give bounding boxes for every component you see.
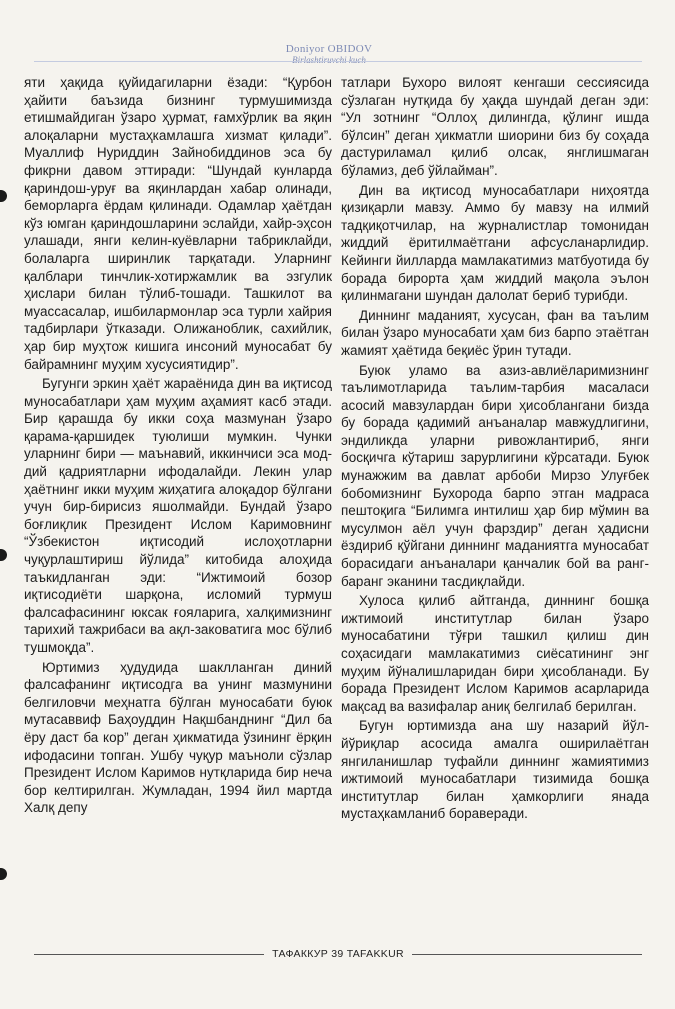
footer-rule-left xyxy=(34,954,264,955)
paragraph: Юртимиз ҳудудида шаклланган диний фалсафанинг иқтисодга ва унинг мазмунини белгиловчи меҳнатга бўлган муносабати буюк мутасаввиф Баҳоуддин Нақшбанднинг “Дил ба ёру даст ба кор” деган ҳикматида ўзининг ёрқин ифодасини топган. Ушбу чуқур маъноли сўзлар Президент Ислом Каримов нутқларида бир неча бор келтирилган. Жумладан, 1994 йил мартда Халқ депу xyxy=(24,659,332,816)
left-column xyxy=(24,74,332,906)
binder-hole-mark xyxy=(0,190,7,202)
binder-hole-mark xyxy=(0,868,7,880)
paragraph: Бугун юртимизда ана шу назарий йўлйўриқлар асосида амалга оширилаётган янгиланишлар туфайли диннинг жамиятимиз ижтимоий муносабатлари тизимида бошқа институтлар билан ҳамкорлиги янада мустаҳкамланиб бораверади. xyxy=(341,718,649,822)
paragraph: Буюк уламо ва азиз-авлиёларимизнинг таълимотларида таълим-тарбия масаласи асосий мавзулардан бири ҳисоблангани бизда бу борада қадимий анъаналар мавжудлигини, эндиликда уларни ривожлантириб, янги босқичга кўтариш зарурлигини кўрсатади. Буюк мунажжим ва давлат арбоби Мирзо Улуғбек бобомизнинг Бухорода барпо этган мадраса пештоқига “Билимга интилиш ҳар бир мўмин ва мусулмон аёл учун фарздир” деган ҳадисни ёздириб қўйгани диннинг маданиятга муносабат борасидаги анъаналари қанчалик бой ва ранг-баранг эканини тасдиқлайди. xyxy=(341,362,649,589)
header-rule xyxy=(34,61,642,62)
footer-rule-right xyxy=(412,954,642,955)
paragraph: татлари Бухоро вилоят кенгаши сессиясида сўзлаган нутқида бу ҳақда шундай деган эди: “Ул зотнинг “Оллоҳ дилингда, қўлинг ишда бўлсин” деган ҳикматли шиорини биз бу соҳада дастуриламал қилиб олсак, янглишмаган бўламиз, деб ўйлайман”. xyxy=(341,75,649,178)
paragraph: яти ҳақида қуйидагиларни ёзади: “Қурбон ҳайити баъзида бизнинг турмушимизда етишмайдиган ўзаро ҳурмат, ғамхўрлик ва яқин алоқаларни мустаҳкамлашга хизмат қилади”. Муаллиф Нуриддин Зайнобиддинов эса бу фикрни давом эттиради: “Шундай кунларда қариндош-уруғ ва яқинлардан хабар олинади, беморларга ёрдам қилинади. Одамлар ҳаётдан кўз юмган қариндошларини эслайди, хайр-эҳсон улашади, янги келин-куёвларни табриклайди, болаларга ширинлик тарқатади. Уларнинг қалблари тинчлик-хотиржамлик ва эзгулик ҳислари билан тўлиб-тошади. Ташкилот ва муассасалар, ишбилармонлар эса турли хайрия тадбирлари ўтказади. Олижаноблик, сахийлик, ҳар бир муҳтож кишига инсоний муносабат бу байрамнинг муҳим хусусиятидир”. xyxy=(24,75,332,372)
article-body xyxy=(24,74,649,906)
page-folio: ТАФАККУР 39 TAFAKKUR xyxy=(272,948,404,960)
running-head xyxy=(254,44,404,66)
binder-hole-mark xyxy=(0,549,7,561)
paragraph: Хулоса қилиб айтганда, диннинг бошқа ижтимоий институтлар билан ўзаро муносабатини тўғри ташкил қилиш дин соҳасидаги мамлакатимиз сиёсатининг энг муҳим йўналишларидан бири ҳисобланади. Бу борада Президент Ислом Каримов асарларида мақсад ва вазифалар аниқ белгилаб берилган. xyxy=(341,593,649,714)
paragraph: Дин ва иқтисод муносабатлари ниҳоятда қизиқарли мавзу. Аммо бу мавзу на илмий тадқиқотчилар, на журналистлар томонидан жиддий ёритилмаётгани афсусланарлидир. Кейинги йилларда мамлакатимиз матбуотида бу борада бирорта ҳам жиддий мақола эълон қилинмагани шундан далолат бериб турибди. xyxy=(341,182,649,304)
page-footer xyxy=(34,946,642,962)
paragraph: Бугунги эркин ҳаёт жараёнида дин ва иқтисод муносабатлари ҳам муҳим аҳамият касб этади. Бир қарашда бу икки соҳа мазмунан ўзаро қарама-қаршидек туюлиши мумкин. Чунки уларнинг бири — маънавий, иккинчиси эса моддий қадриятларни ифодалайди. Лекин улар ҳаётнинг икки муҳим жиҳатига алоқадор бўлгани учун бир-бирисиз яшолмайди. Бундай ўзаро боғлиқлик Президент Ислом Каримовнинг “Ўзбекистон иқтисодий ислоҳотларни чуқурлаштириш йўлида” китобида алоҳида таъкидланган эди: “Ижтимоий бозор иқтисодиёти шарқона, исломий турмуш фалсафасининг юксак ғояларига, халқимизнинг тарихий тажрибаси ва ақл-заковатига мос бўлиб тушмоқда”. xyxy=(24,376,332,655)
right-column xyxy=(341,74,649,906)
book-title: Birlashtiruvchi kuch xyxy=(292,55,366,65)
paragraph: Диннинг маданият, хусусан, фан ва таълим билан ўзаро муносабати ҳам биз барпо этаётган жамият ҳаётида беқиёс ўрин тутади. xyxy=(341,307,649,358)
author-name: Doniyor OBIDOV xyxy=(285,43,373,55)
